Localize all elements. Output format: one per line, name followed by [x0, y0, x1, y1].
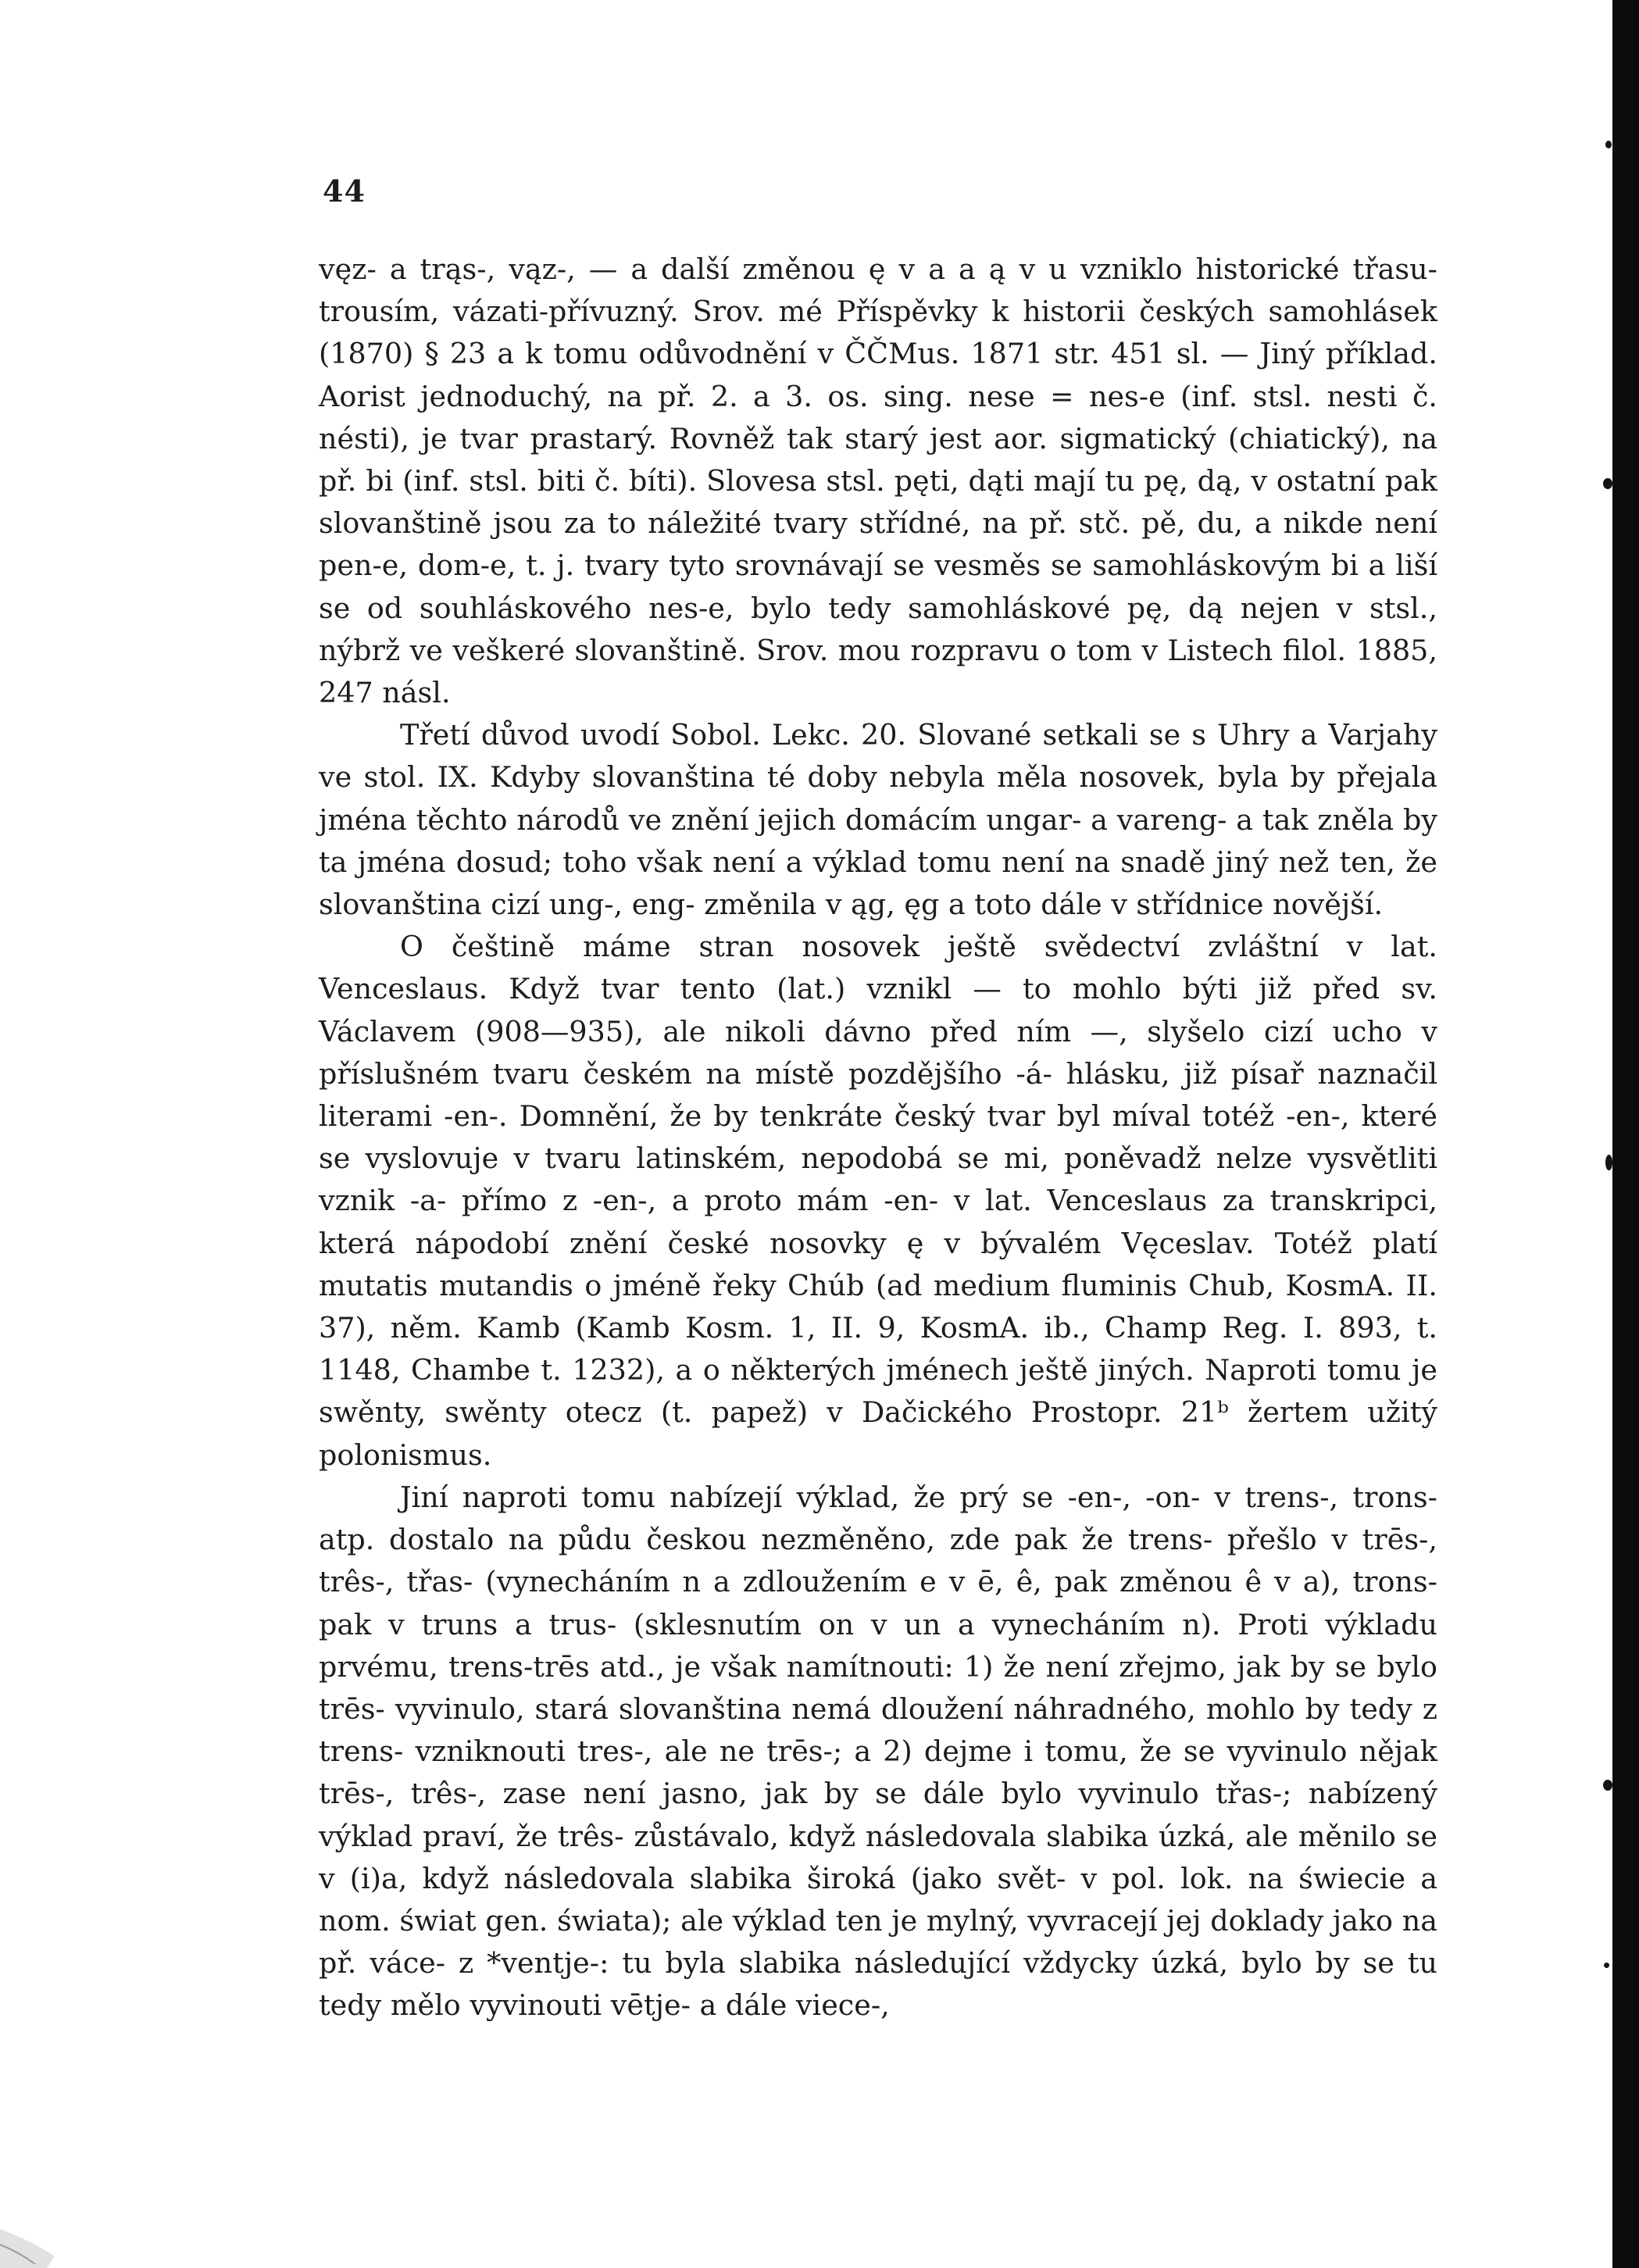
- paragraph-3: O češtině máme stran nosovek ještě svědectví zvláštní v lat. Venceslaus. Když tvar tento (lat.) vznikl — to mohlo býti již před sv. Václavem (908—935), ale nikoli dávno před ním —, slyšelo cizí ucho v příslušném tvaru českém na místě pozdějšího -á- hlásku, již písař naznačil literami -en-. Domnění, že by tenkráte český tvar byl míval totéž -en-, které se vyslovuje v tvaru latinském, nepodobá se mi, poněvadž nelze vysvětliti vznik -a- přímo z -en-, a proto mám -en- v lat. Venceslaus za transkripci, která nápodobí znění české nosovky ę v bývalém Vęceslav. Totéž platí mutatis mutandis o jméně řeky Chúb (ad medium fluminis Chub, KosmA. II. 37), něm. Kamb (Kamb Kosm. 1, II. 9, KosmA. ib., Champ Reg. I. 893, t. 1148, Chambe t. 1232), a o některých jménech ještě jiných. Naproti tomu je swěnty, swěnty otecz (t. papež) v Dačického Prostopr. 21ᵇ žertem užitý polonismus.: [319, 930, 1437, 1472]
- paragraph-1: vęz- a trąs-, vąz-, — a další změnou ę v a a ą v u vzniklo historické třasu-trousím, vázati-přívuzný. Srov. mé Příspěvky k historii českých samohlásek (1870) § 23 a k tomu odůvodnění v ČČMus. 1871 str. 451 sl. — Jiný příklad. Aorist jednoduchý, na př. 2. a 3. os. sing. nese = nes-e (inf. stsl. nesti č. nésti), je tvar prastarý. Rovněž tak starý jest aor. sigmatický (chiatický), na př. bi (inf. stsl. biti č. bíti). Slovesa stsl. pęti, dąti mají tu pę, dą, v ostatní pak slovanštině jsou za to náležité tvary střídné, na př. stč. pě, du, a nikde není pen-e, dom-e, t. j. tvary tyto srovnávají se vesměs se samohláskovým bi a liší se od souhláskového nes-e, bylo tedy samohláskové pę, dą nejen v stsl., nýbrž ve veškeré slovanštině. Srov. mou rozpravu o tom v Listech filol. 1885, 247 násl.: [319, 252, 1437, 710]
- edge-speck: [1605, 1155, 1612, 1170]
- paragraph-2: Třetí důvod uvodí Sobol. Lekc. 20. Slované setkali se s Uhry a Varjahy ve stol. IX. Kdyby slovanština té doby nebyla měla nosovek, byla by přejala jména těchto národů ve znění jejich domácím ungar- a vareng- a tak zněla by ta jména dosud; toho však není a výklad tomu není na snadě jiný než ten, že slovanština cizí ung-, eng- změnila v ąg, ęg a toto dále v střídnice novější.: [319, 718, 1437, 922]
- corner-smudge: [0, 2198, 117, 2268]
- edge-speck: [1603, 1780, 1612, 1791]
- edge-speck: [1604, 1963, 1609, 1968]
- paragraph-4: Jiní naproti tomu nabízejí výklad, že prý se -en-, -on- v trens-, trons- atp. dostalo na půdu českou nezměněno, zde pak že trens- přešlo v trēs-, três-, třas- (vynecháním n a zdloužením e v ē, ê, pak změnou ê v a), trons- pak v truns a trus- (sklesnutím on v un a vynecháním n). Proti výkladu prvému, trens-trēs atd., je však namítnouti: 1) že není zřejmo, jak by se bylo trēs- vyvinulo, stará slovanština nemá dloužení náhradného, mohlo by tedy z trens- vzniknouti tres-, ale ne trēs-; a 2) dejme i tomu, že se vyvinulo nějak trēs-, três-, zase není jasno, jak by se dále bylo vyvinulo třas-; nabízený výklad praví, že três- zůstávalo, když následovala slabika úzká, ale měnilo se v (i)a, když následovala slabika široká (jako svět- v pol. lok. na świecie a nom. świat gen. światа); ale výklad ten je mylný, vyvracejí jej doklady jako na př. váce- z *ventje-: tu byla slabika následující vždycky úzká, bylo by se tu tedy mělo vyvinouti vētje- a dále viece-,: [319, 1480, 1437, 2023]
- body-text: [319, 248, 1437, 2027]
- edge-speck: [1603, 478, 1612, 489]
- edge-speck: [1605, 141, 1612, 148]
- page-edge: [1612, 0, 1639, 2268]
- page-number: 44: [323, 173, 366, 209]
